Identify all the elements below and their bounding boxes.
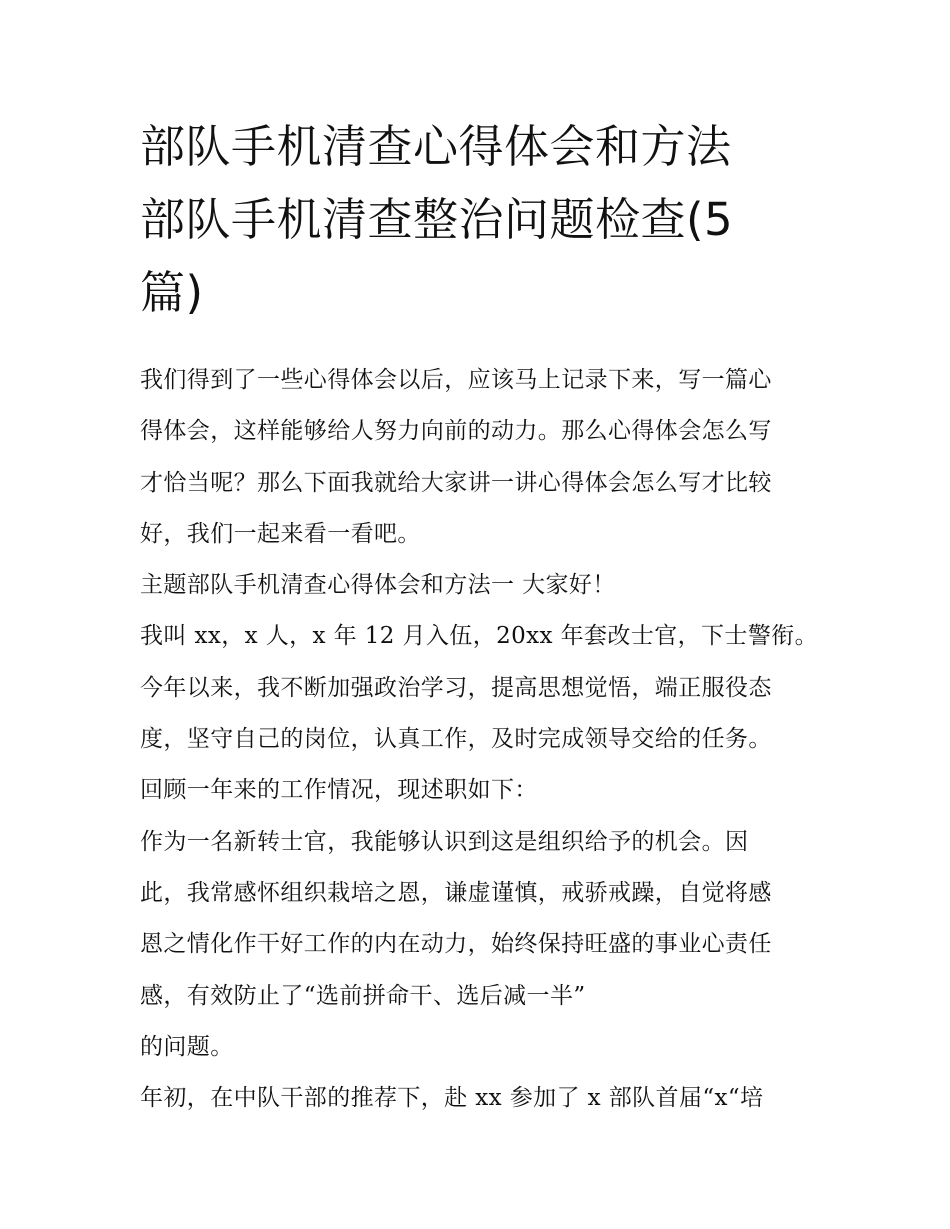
title-line: 部队手机清查整治问题检查(5 [140,193,734,246]
body-line: 今年以来，我不断加强政治学习，提高思想觉悟，端正服役态 [140,674,772,701]
document-title [140,110,820,329]
body-line: 此，我常感怀组织栽培之恩，谦虚谨慎，戒骄戒躁，自觉将感 [140,879,772,906]
body-line: 我叫 xx，x 人，x 年 12 月入伍，20xx 年套改士官，下士警衔。 [140,623,819,650]
body-line: 感，有效防止了“选前拼命干、选后减一半” [140,982,586,1009]
body-line: 度，坚守自己的岗位，认真工作，及时完成领导交给的任务。 [140,726,772,753]
body-line: 好，我们一起来看一看吧。 [140,520,421,547]
body-line: 回顾一年来的工作情况，现述职如下： [140,777,538,804]
body-line: 主题部队手机清查心得体会和方法一 大家好！ [140,572,616,599]
document-body [140,355,820,1124]
body-line: 的问题。 [140,1033,234,1060]
title-line: 部队手机清查心得体会和方法 [140,120,732,173]
body-line: 我们得到了一些心得体会以后，应该马上记录下来，写一篇心 [140,367,772,393]
body-line: 作为一名新转士官，我能够认识到这是组织给予的机会。因 [140,828,749,855]
body-line: 年初，在中队干部的推荐下，赴 xx 参加了 x 部队首届“x“培 [140,1085,764,1112]
title-line: 篇) [140,266,204,319]
body-line: 才恰当呢？那么下面我就给大家讲一讲心得体会怎么写才比较 [140,469,772,496]
body-line: 得体会，这样能够给人努力向前的动力。那么心得体会怎么写 [140,418,772,445]
body-line: 恩之情化作干好工作的内在动力，始终保持旺盛的事业心责任 [140,931,772,958]
